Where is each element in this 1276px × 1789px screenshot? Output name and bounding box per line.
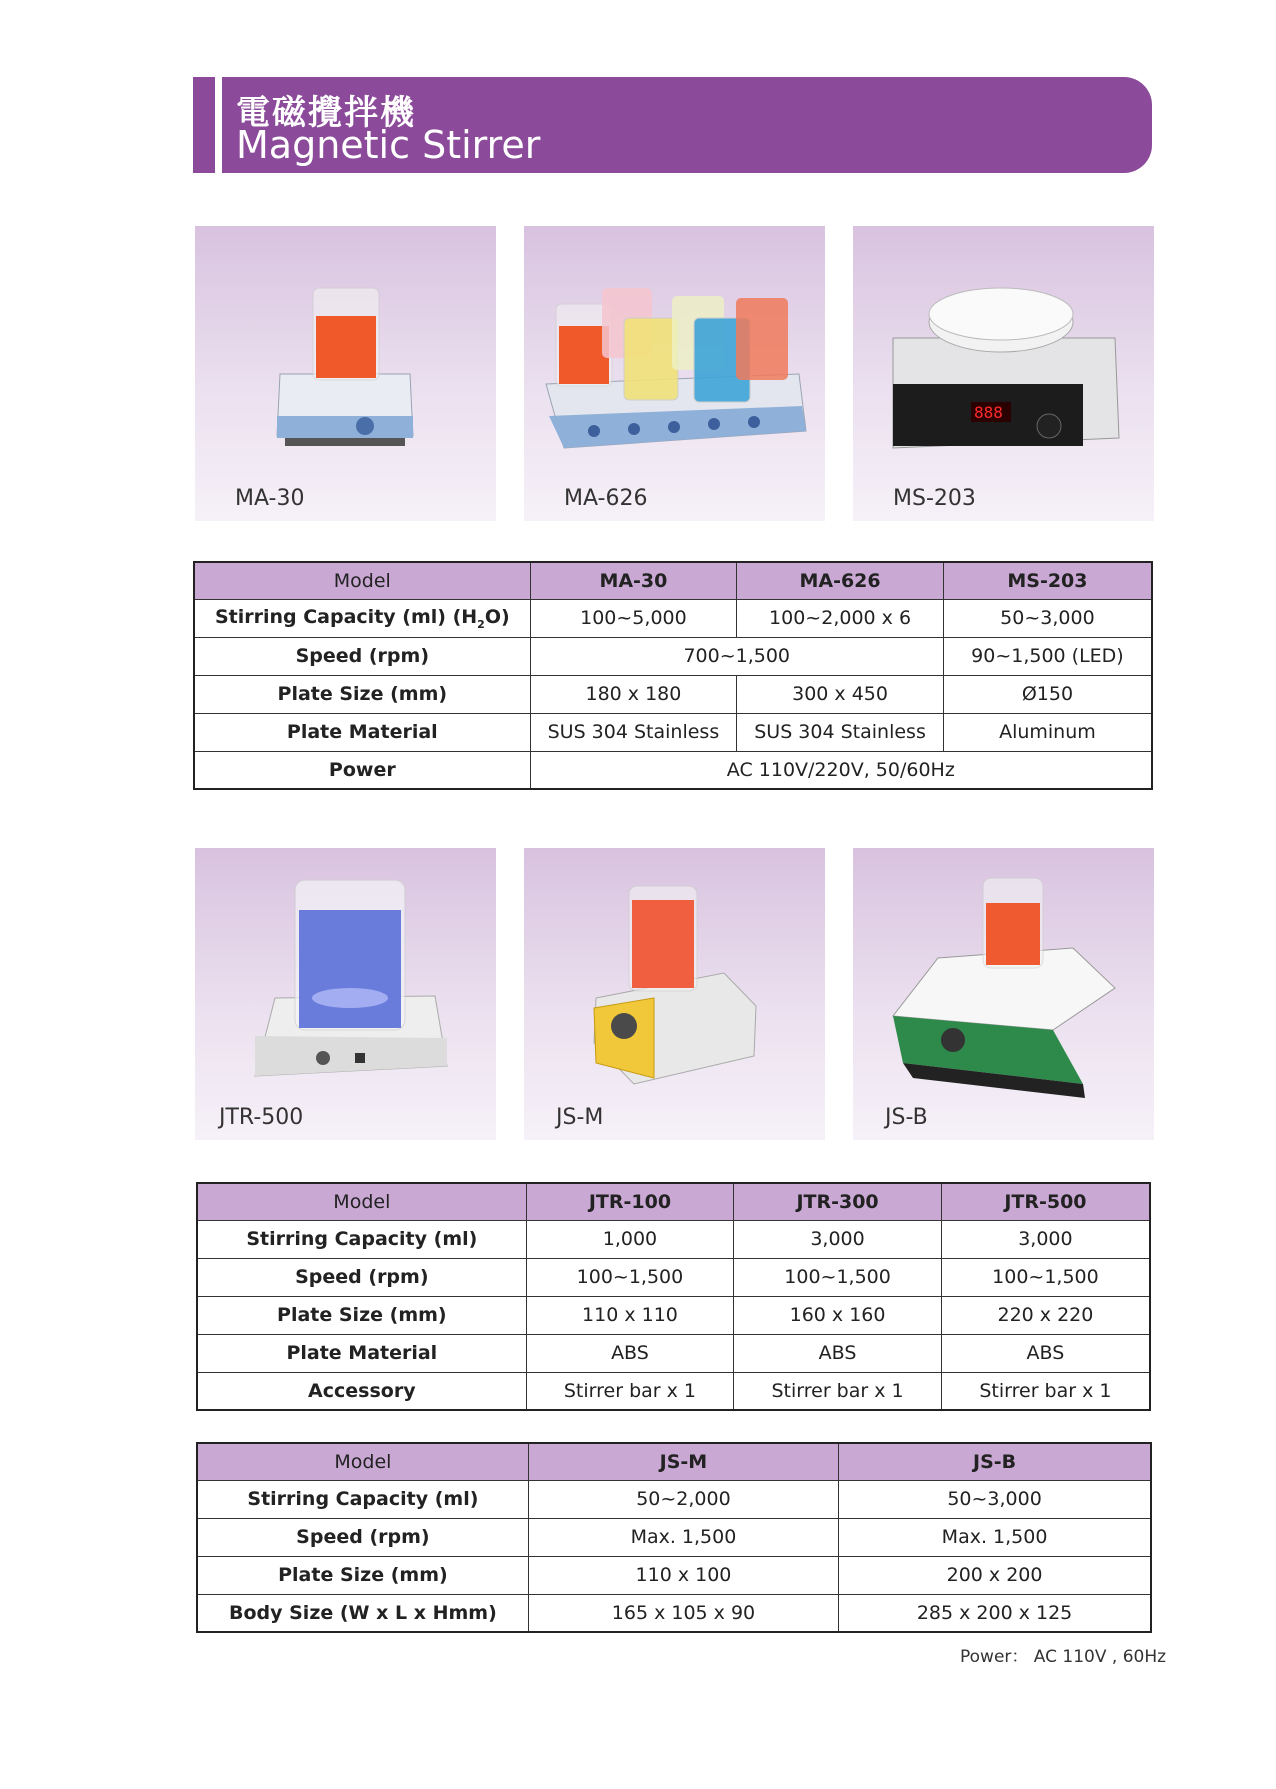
- table-row: [197, 1334, 1150, 1372]
- row-label: Power: [194, 751, 530, 789]
- cell: SUS 304 Stainless: [737, 713, 944, 751]
- spec-table-jtr: [196, 1182, 1151, 1411]
- svg-text:888: 888: [974, 403, 1003, 422]
- row-label: Speed (rpm): [194, 637, 530, 675]
- capacity-label-text: Stirring Capacity (ml) (H: [214, 605, 478, 628]
- table-row: [194, 713, 1152, 751]
- cell: 160 x 160: [734, 1296, 942, 1334]
- photo-caption: MA-626: [564, 486, 648, 511]
- row-label: [194, 599, 530, 637]
- header-cell: JTR-500: [941, 1183, 1150, 1220]
- header-cell: JS-B: [839, 1443, 1151, 1480]
- photo-caption: MA-30: [235, 486, 305, 511]
- cell: ABS: [526, 1334, 734, 1372]
- cell: Max. 1,500: [528, 1518, 838, 1556]
- cell: 1,000: [526, 1220, 734, 1258]
- row-label: Speed (rpm): [197, 1518, 528, 1556]
- power-footnote: Power： AC 110V , 60Hz: [960, 1647, 1167, 1667]
- title-chinese: 電磁攪拌機: [236, 93, 416, 133]
- row-label: Plate Material: [197, 1334, 526, 1372]
- cell: 220 x 220: [941, 1296, 1150, 1334]
- cell: Aluminum: [943, 713, 1152, 751]
- cell: 50~3,000: [839, 1480, 1151, 1518]
- table-row: [197, 1518, 1151, 1556]
- photo-caption: JTR-500: [219, 1105, 304, 1130]
- row-label: Plate Size (mm): [197, 1556, 528, 1594]
- header-cell: Model: [194, 562, 530, 599]
- table-row: [197, 1480, 1151, 1518]
- cell: 50~2,000: [528, 1480, 838, 1518]
- cell: 110 x 110: [526, 1296, 734, 1334]
- cell: Stirrer bar x 1: [526, 1372, 734, 1410]
- row-label: Body Size (W x L x Hmm): [197, 1594, 528, 1632]
- table-row: [194, 675, 1152, 713]
- cell: 3,000: [734, 1220, 942, 1258]
- stirrer-illustration: [195, 848, 496, 1140]
- row-label: Plate Size (mm): [194, 675, 530, 713]
- header-cell: MA-626: [737, 562, 944, 599]
- photo-ma-30: [195, 226, 496, 521]
- row-label: Accessory: [197, 1372, 526, 1410]
- cell: Ø150: [943, 675, 1152, 713]
- photo-jtr-500: [195, 848, 496, 1140]
- table-header-row: [197, 1183, 1150, 1220]
- cell: 100~1,500: [941, 1258, 1150, 1296]
- table-row: [194, 637, 1152, 675]
- photo-caption: JS-B: [885, 1105, 928, 1130]
- capacity-label-tail: O): [484, 605, 510, 628]
- cell: ABS: [941, 1334, 1150, 1372]
- title-banner: [193, 77, 1152, 173]
- header-cell: JTR-100: [526, 1183, 734, 1220]
- cell: 50~3,000: [943, 599, 1152, 637]
- cell: 180 x 180: [530, 675, 737, 713]
- title-english: Magnetic Stirrer: [236, 123, 541, 167]
- row-label: Plate Material: [194, 713, 530, 751]
- cell: 285 x 200 x 125: [839, 1594, 1151, 1632]
- cell: 100~1,500: [526, 1258, 734, 1296]
- table-row: [197, 1258, 1150, 1296]
- table-row: [194, 599, 1152, 637]
- cell: Stirrer bar x 1: [941, 1372, 1150, 1410]
- table-header-row: [197, 1443, 1151, 1480]
- cell: 165 x 105 x 90: [528, 1594, 838, 1632]
- table-row: [197, 1556, 1151, 1594]
- cell: 300 x 450: [737, 675, 944, 713]
- photo-ms-203: [853, 226, 1154, 521]
- stirrer-illustration: [195, 226, 496, 521]
- cell: 90~1,500 (LED): [943, 637, 1152, 675]
- cell: 100~1,500: [734, 1258, 942, 1296]
- cell: SUS 304 Stainless: [530, 713, 737, 751]
- capacity-label-sub: 2: [477, 617, 485, 631]
- spec-table-js: [196, 1442, 1152, 1633]
- table-row: [197, 1220, 1150, 1258]
- stirrer-illustration: [853, 226, 1154, 521]
- header-cell: JS-M: [528, 1443, 838, 1480]
- table-row: [194, 751, 1152, 789]
- cell: 200 x 200: [839, 1556, 1151, 1594]
- photo-caption: MS-203: [893, 486, 976, 511]
- cell: 100~2,000 x 6: [737, 599, 944, 637]
- header-cell: Model: [197, 1443, 528, 1480]
- cell: 110 x 100: [528, 1556, 838, 1594]
- table-row: [197, 1594, 1151, 1632]
- banner-divider: [215, 77, 222, 173]
- row-label: Stirring Capacity (ml): [197, 1220, 526, 1258]
- photo-js-b: [853, 848, 1154, 1140]
- photo-caption: JS-M: [556, 1105, 604, 1130]
- cell: AC 110V/220V, 50/60Hz: [530, 751, 1152, 789]
- cell: Stirrer bar x 1: [734, 1372, 942, 1410]
- header-cell: JTR-300: [734, 1183, 942, 1220]
- table-row: [197, 1296, 1150, 1334]
- row-label: Stirring Capacity (ml): [197, 1480, 528, 1518]
- stirrer-illustration: [853, 848, 1154, 1140]
- cell: Max. 1,500: [839, 1518, 1151, 1556]
- table-header-row: [194, 562, 1152, 599]
- cell: 700~1,500: [530, 637, 943, 675]
- table-row: [197, 1372, 1150, 1410]
- spec-table-ma-ms: [193, 561, 1153, 790]
- row-label: Speed (rpm): [197, 1258, 526, 1296]
- photo-js-m: [524, 848, 825, 1140]
- stirrer-illustration: [524, 226, 825, 521]
- header-cell: Model: [197, 1183, 526, 1220]
- photo-ma-626: [524, 226, 825, 521]
- header-cell: MS-203: [943, 562, 1152, 599]
- cell: 100~5,000: [530, 599, 737, 637]
- row-label: Plate Size (mm): [197, 1296, 526, 1334]
- stirrer-illustration: [524, 848, 825, 1140]
- cell: 3,000: [941, 1220, 1150, 1258]
- header-cell: MA-30: [530, 562, 737, 599]
- cell: ABS: [734, 1334, 942, 1372]
